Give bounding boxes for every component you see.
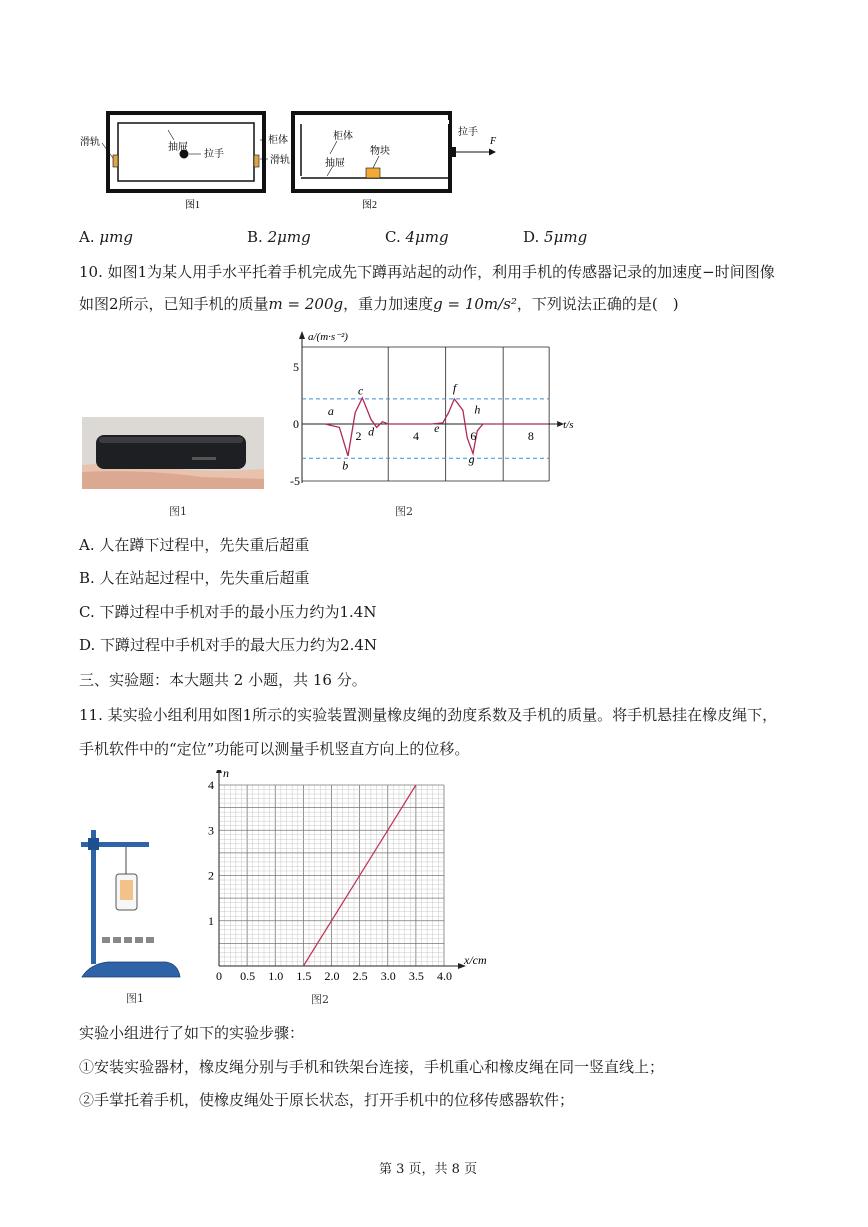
point-label: c (358, 383, 364, 398)
n-x-chart (195, 770, 495, 985)
q11-step-2: ②手掌托着手机，使橡皮绳处于原长状态，打开手机中的位移传感器软件； (79, 1091, 575, 1109)
cabinet-fig2 (293, 113, 497, 211)
y-axis-arrow (299, 331, 305, 339)
q11-fig1-caption: 图1 (126, 992, 144, 1005)
q9-option-b: B. 2μmg (247, 228, 311, 246)
x-tick-label: 4.0 (437, 969, 452, 983)
fig2-label-cabinet: 柜体 (333, 131, 353, 142)
x-tick-label: 2.0 (324, 969, 340, 983)
point-label: a (327, 403, 334, 418)
point-label: e (434, 420, 440, 435)
point-label: b (342, 458, 349, 473)
q10-fig2-caption: 图2 (395, 505, 413, 518)
x-tick-label: 1.5 (296, 969, 312, 983)
x-axis-label: x/cm (464, 953, 487, 967)
cabinet-fig1 (80, 113, 290, 211)
q10-option-c: C. 下蹲过程中手机对手的最小压力约为1.4N (79, 603, 377, 621)
q10-option-b: B. 人在站起过程中，先失重后超重 (79, 569, 310, 587)
point-label: d (368, 424, 375, 439)
point-label: g (468, 451, 475, 466)
q9-option-a: A. μmg (79, 228, 133, 246)
x-tick-label: 2.5 (352, 969, 368, 983)
hand-phone-photo (82, 417, 264, 489)
y-tick-label: 2 (208, 868, 214, 883)
x-tick-label: 8 (527, 429, 534, 443)
q11-fig2-caption: 图2 (311, 993, 329, 1006)
q10-option-a: A. 人在蹲下过程中，先失重后超重 (79, 536, 310, 554)
fig1-label-slide: 滑轨 (270, 155, 290, 166)
cabinet-figures (75, 108, 535, 218)
stand-apparatus (78, 822, 186, 982)
x-tick-label: 0.5 (240, 969, 256, 983)
q11-stem-line1: 11. 某实验小组利用如图1所示的实验装置测量橡皮绳的劲度系数及手机的质量。将手机悬挂在橡皮绳下， (79, 706, 778, 724)
q10-stem-line1: 10. 如图1为某人用手水平托着手机完成先下蹲再站起的动作，利用手机的传感器记录的加速度−时间图像 (79, 263, 775, 281)
fig1-caption: 图1 (185, 200, 200, 211)
q11-steps-intro: 实验小组进行了如下的实验步骤： (79, 1024, 305, 1042)
page-footer: 第 3 页，共 8 页 (379, 1162, 478, 1177)
fig2-label-handle: 拉手 (458, 127, 478, 138)
q10-stem-line2: 如图2所示，已知手机的质量m = 200g，重力加速度g = 10m/s²，下列说法正确的是( ) (79, 295, 679, 313)
fig2-label-force: F (490, 136, 497, 147)
x-axis-label: t/s (563, 419, 574, 431)
y-tick-label: 4 (208, 778, 214, 792)
point-label: h (474, 402, 481, 417)
x-tick-label: 0 (216, 969, 222, 983)
fig1-label-cabinet: 柜体 (268, 135, 288, 146)
y-axis-label: a/(m·s⁻²) (308, 331, 348, 343)
y-tick-label: 1 (208, 913, 214, 928)
section-heading: 三、实验题：本大题共 2 小题，共 16 分。 (79, 671, 367, 689)
y-tick-label: 0 (293, 417, 299, 431)
fig1-label-drawer: 抽屉 (168, 142, 188, 153)
fig2-label-drawer: 抽屉 (325, 158, 345, 169)
q11-step-1: ①安装实验器材，橡皮绳分别与手机和铁架台连接，手机重心和橡皮绳在同一竖直线上； (79, 1058, 665, 1076)
fig2-label-block: 物块 (370, 146, 390, 157)
x-tick-label: 3.0 (380, 969, 396, 983)
fig1-label-rail: 滑轨 (80, 137, 100, 148)
y-axis-label: n (223, 770, 229, 780)
x-tick-label: 3.5 (408, 969, 424, 983)
x-tick-label: 4 (412, 429, 419, 443)
x-tick-label: 1.0 (268, 969, 284, 983)
fig1-label-handle: 拉手 (204, 149, 224, 160)
q11-stem-line2: 手机软件中的“定位”功能可以测量手机竖直方向上的位移。 (79, 740, 470, 758)
fig2-caption: 图2 (362, 200, 377, 211)
y-tick-label: -5 (290, 474, 300, 488)
y-tick-label: 3 (208, 823, 214, 838)
q10-option-d: D. 下蹲过程中手机对手的最大压力约为2.4N (79, 636, 378, 654)
point-label: f (452, 381, 457, 396)
q9-option-c: C. 4μmg (385, 228, 449, 246)
q9-option-d: D. 5μmg (523, 228, 588, 246)
x-tick-label: 6 (470, 429, 477, 443)
q10-fig1-caption: 图1 (169, 505, 187, 518)
y-axis-arrow (216, 770, 222, 773)
x-tick-label: 2 (355, 429, 362, 443)
y-tick-label: 5 (293, 360, 299, 374)
acceleration-time-chart (276, 326, 586, 496)
